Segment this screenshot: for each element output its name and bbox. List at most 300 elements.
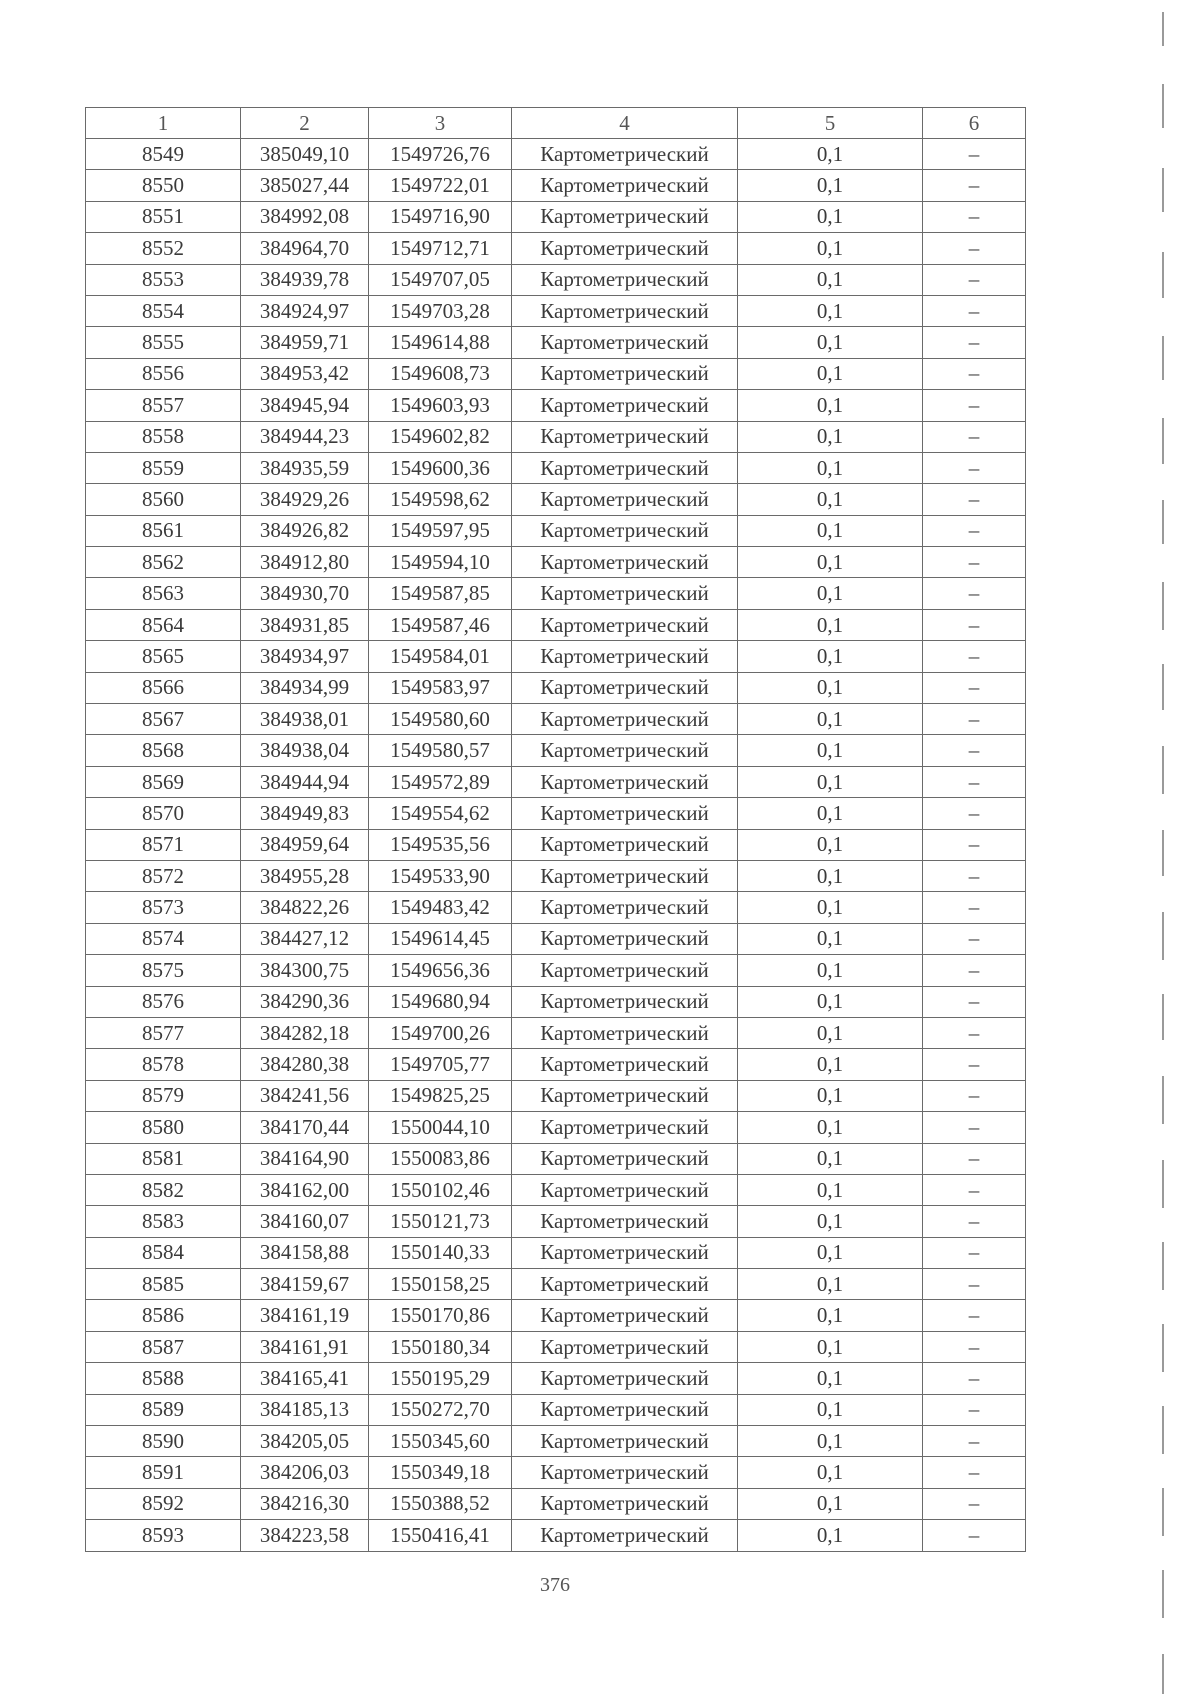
table-row <box>86 735 1026 766</box>
y-coordinate-cell: 1549608,73 <box>369 358 512 389</box>
method-cell: Картометрический <box>512 735 738 766</box>
note-cell: – <box>923 1143 1026 1174</box>
accuracy-cell: 0,1 <box>738 735 923 766</box>
x-coordinate-cell: 384165,41 <box>241 1363 369 1394</box>
column-header-6: 6 <box>923 108 1026 139</box>
note-cell: – <box>923 1269 1026 1300</box>
accuracy-cell: 0,1 <box>738 1300 923 1331</box>
method-cell: Картометрический <box>512 641 738 672</box>
y-coordinate-cell: 1549554,62 <box>369 798 512 829</box>
x-coordinate-cell: 384955,28 <box>241 860 369 891</box>
accuracy-cell: 0,1 <box>738 829 923 860</box>
x-coordinate-cell: 384159,67 <box>241 1269 369 1300</box>
method-cell: Картометрический <box>512 923 738 954</box>
point-number-cell: 8581 <box>86 1143 241 1174</box>
note-cell: – <box>923 1080 1026 1111</box>
accuracy-cell: 0,1 <box>738 578 923 609</box>
column-header-4: 4 <box>512 108 738 139</box>
note-cell: – <box>923 860 1026 891</box>
note-cell: – <box>923 358 1026 389</box>
page-number: 376 <box>540 1574 570 1596</box>
table-row <box>86 923 1026 954</box>
y-coordinate-cell: 1550083,86 <box>369 1143 512 1174</box>
table-row <box>86 1206 1026 1237</box>
method-cell: Картометрический <box>512 766 738 797</box>
method-cell: Картометрический <box>512 139 738 170</box>
point-number-cell: 8552 <box>86 233 241 264</box>
y-coordinate-cell: 1549535,56 <box>369 829 512 860</box>
x-coordinate-cell: 384206,03 <box>241 1457 369 1488</box>
y-coordinate-cell: 1550170,86 <box>369 1300 512 1331</box>
x-coordinate-cell: 384280,38 <box>241 1049 369 1080</box>
table-row <box>86 798 1026 829</box>
y-coordinate-cell: 1549825,25 <box>369 1080 512 1111</box>
x-coordinate-cell: 384944,94 <box>241 766 369 797</box>
x-coordinate-cell: 385049,10 <box>241 139 369 170</box>
coordinates-table <box>85 107 1026 1552</box>
y-coordinate-cell: 1550195,29 <box>369 1363 512 1394</box>
method-cell: Картометрический <box>512 1520 738 1551</box>
point-number-cell: 8556 <box>86 358 241 389</box>
point-number-cell: 8559 <box>86 452 241 483</box>
method-cell: Картометрический <box>512 421 738 452</box>
accuracy-cell: 0,1 <box>738 295 923 326</box>
table-row <box>86 452 1026 483</box>
table-row <box>86 860 1026 891</box>
table-row <box>86 1394 1026 1425</box>
table-row <box>86 1363 1026 1394</box>
point-number-cell: 8578 <box>86 1049 241 1080</box>
table-row <box>86 358 1026 389</box>
y-coordinate-cell: 1549726,76 <box>369 139 512 170</box>
note-cell: – <box>923 1394 1026 1425</box>
note-cell: – <box>923 735 1026 766</box>
point-number-cell: 8570 <box>86 798 241 829</box>
note-cell: – <box>923 1112 1026 1143</box>
note-cell: – <box>923 139 1026 170</box>
point-number-cell: 8576 <box>86 986 241 1017</box>
accuracy-cell: 0,1 <box>738 860 923 891</box>
table-row <box>86 672 1026 703</box>
table-row <box>86 766 1026 797</box>
note-cell: – <box>923 1174 1026 1205</box>
table-row <box>86 1237 1026 1268</box>
accuracy-cell: 0,1 <box>738 452 923 483</box>
accuracy-cell: 0,1 <box>738 798 923 829</box>
x-coordinate-cell: 384300,75 <box>241 955 369 986</box>
table-row <box>86 327 1026 358</box>
y-coordinate-cell: 1549703,28 <box>369 295 512 326</box>
y-coordinate-cell: 1549598,62 <box>369 484 512 515</box>
note-cell: – <box>923 1017 1026 1048</box>
accuracy-cell: 0,1 <box>738 201 923 232</box>
x-coordinate-cell: 384912,80 <box>241 547 369 578</box>
point-number-cell: 8562 <box>86 547 241 578</box>
method-cell: Картометрический <box>512 264 738 295</box>
table-row <box>86 515 1026 546</box>
y-coordinate-cell: 1549716,90 <box>369 201 512 232</box>
point-number-cell: 8572 <box>86 860 241 891</box>
x-coordinate-cell: 384241,56 <box>241 1080 369 1111</box>
method-cell: Картометрический <box>512 1174 738 1205</box>
method-cell: Картометрический <box>512 358 738 389</box>
method-cell: Картометрический <box>512 672 738 703</box>
accuracy-cell: 0,1 <box>738 515 923 546</box>
point-number-cell: 8582 <box>86 1174 241 1205</box>
y-coordinate-cell: 1549614,45 <box>369 923 512 954</box>
table-row <box>86 201 1026 232</box>
point-number-cell: 8553 <box>86 264 241 295</box>
method-cell: Картометрический <box>512 1488 738 1519</box>
column-header-2: 2 <box>241 108 369 139</box>
y-coordinate-cell: 1549656,36 <box>369 955 512 986</box>
table-row <box>86 1300 1026 1331</box>
point-number-cell: 8571 <box>86 829 241 860</box>
y-coordinate-cell: 1550140,33 <box>369 1237 512 1268</box>
point-number-cell: 8567 <box>86 704 241 735</box>
y-coordinate-cell: 1549707,05 <box>369 264 512 295</box>
accuracy-cell: 0,1 <box>738 327 923 358</box>
method-cell: Картометрический <box>512 798 738 829</box>
table-row <box>86 421 1026 452</box>
table-row <box>86 1331 1026 1362</box>
x-coordinate-cell: 385027,44 <box>241 170 369 201</box>
point-number-cell: 8561 <box>86 515 241 546</box>
x-coordinate-cell: 384216,30 <box>241 1488 369 1519</box>
point-number-cell: 8557 <box>86 390 241 421</box>
accuracy-cell: 0,1 <box>738 892 923 923</box>
table-row <box>86 1457 1026 1488</box>
x-coordinate-cell: 384953,42 <box>241 358 369 389</box>
accuracy-cell: 0,1 <box>738 1363 923 1394</box>
method-cell: Картометрический <box>512 233 738 264</box>
method-cell: Картометрический <box>512 955 738 986</box>
x-coordinate-cell: 384930,70 <box>241 578 369 609</box>
table-row <box>86 829 1026 860</box>
accuracy-cell: 0,1 <box>738 264 923 295</box>
point-number-cell: 8555 <box>86 327 241 358</box>
point-number-cell: 8577 <box>86 1017 241 1048</box>
y-coordinate-cell: 1549603,93 <box>369 390 512 421</box>
point-number-cell: 8568 <box>86 735 241 766</box>
note-cell: – <box>923 704 1026 735</box>
y-coordinate-cell: 1549584,01 <box>369 641 512 672</box>
y-coordinate-cell: 1550180,34 <box>369 1331 512 1362</box>
point-number-cell: 8564 <box>86 609 241 640</box>
point-number-cell: 8580 <box>86 1112 241 1143</box>
note-cell: – <box>923 1457 1026 1488</box>
method-cell: Картометрический <box>512 578 738 609</box>
method-cell: Картометрический <box>512 609 738 640</box>
x-coordinate-cell: 384992,08 <box>241 201 369 232</box>
table-row <box>86 264 1026 295</box>
note-cell: – <box>923 170 1026 201</box>
x-coordinate-cell: 384290,36 <box>241 986 369 1017</box>
x-coordinate-cell: 384959,64 <box>241 829 369 860</box>
table-row <box>86 1049 1026 1080</box>
y-coordinate-cell: 1550345,60 <box>369 1426 512 1457</box>
point-number-cell: 8586 <box>86 1300 241 1331</box>
accuracy-cell: 0,1 <box>738 672 923 703</box>
note-cell: – <box>923 609 1026 640</box>
point-number-cell: 8569 <box>86 766 241 797</box>
x-coordinate-cell: 384938,04 <box>241 735 369 766</box>
x-coordinate-cell: 384205,05 <box>241 1426 369 1457</box>
accuracy-cell: 0,1 <box>738 641 923 672</box>
x-coordinate-cell: 384964,70 <box>241 233 369 264</box>
x-coordinate-cell: 384822,26 <box>241 892 369 923</box>
x-coordinate-cell: 384924,97 <box>241 295 369 326</box>
note-cell: – <box>923 1300 1026 1331</box>
method-cell: Картометрический <box>512 515 738 546</box>
x-coordinate-cell: 384170,44 <box>241 1112 369 1143</box>
point-number-cell: 8584 <box>86 1237 241 1268</box>
accuracy-cell: 0,1 <box>738 1488 923 1519</box>
point-number-cell: 8591 <box>86 1457 241 1488</box>
x-coordinate-cell: 384934,97 <box>241 641 369 672</box>
header-row <box>86 108 1026 139</box>
note-cell: – <box>923 986 1026 1017</box>
accuracy-cell: 0,1 <box>738 1174 923 1205</box>
point-number-cell: 8554 <box>86 295 241 326</box>
note-cell: – <box>923 264 1026 295</box>
table-row <box>86 139 1026 170</box>
method-cell: Картометрический <box>512 860 738 891</box>
method-cell: Картометрический <box>512 704 738 735</box>
accuracy-cell: 0,1 <box>738 704 923 735</box>
method-cell: Картометрический <box>512 390 738 421</box>
accuracy-cell: 0,1 <box>738 484 923 515</box>
table-row <box>86 233 1026 264</box>
y-coordinate-cell: 1550102,46 <box>369 1174 512 1205</box>
note-cell: – <box>923 923 1026 954</box>
method-cell: Картометрический <box>512 201 738 232</box>
y-coordinate-cell: 1550349,18 <box>369 1457 512 1488</box>
x-coordinate-cell: 384944,23 <box>241 421 369 452</box>
note-cell: – <box>923 1363 1026 1394</box>
scan-edge-marks <box>1162 0 1172 1698</box>
accuracy-cell: 0,1 <box>738 390 923 421</box>
y-coordinate-cell: 1549680,94 <box>369 986 512 1017</box>
note-cell: – <box>923 1488 1026 1519</box>
accuracy-cell: 0,1 <box>738 1049 923 1080</box>
method-cell: Картометрический <box>512 1331 738 1362</box>
method-cell: Картометрический <box>512 1269 738 1300</box>
y-coordinate-cell: 1550388,52 <box>369 1488 512 1519</box>
note-cell: – <box>923 515 1026 546</box>
accuracy-cell: 0,1 <box>738 1017 923 1048</box>
accuracy-cell: 0,1 <box>738 1080 923 1111</box>
x-coordinate-cell: 384935,59 <box>241 452 369 483</box>
method-cell: Картометрический <box>512 452 738 483</box>
table-row <box>86 1520 1026 1551</box>
x-coordinate-cell: 384959,71 <box>241 327 369 358</box>
note-cell: – <box>923 672 1026 703</box>
accuracy-cell: 0,1 <box>738 170 923 201</box>
method-cell: Картометрический <box>512 327 738 358</box>
table-row <box>86 1269 1026 1300</box>
table-row <box>86 484 1026 515</box>
accuracy-cell: 0,1 <box>738 923 923 954</box>
table-row <box>86 609 1026 640</box>
y-coordinate-cell: 1549533,90 <box>369 860 512 891</box>
table-row <box>86 295 1026 326</box>
method-cell: Картометрический <box>512 892 738 923</box>
note-cell: – <box>923 233 1026 264</box>
y-coordinate-cell: 1549597,95 <box>369 515 512 546</box>
method-cell: Картометрический <box>512 547 738 578</box>
y-coordinate-cell: 1550158,25 <box>369 1269 512 1300</box>
y-coordinate-cell: 1550272,70 <box>369 1394 512 1425</box>
x-coordinate-cell: 384164,90 <box>241 1143 369 1174</box>
table-row <box>86 1174 1026 1205</box>
accuracy-cell: 0,1 <box>738 421 923 452</box>
point-number-cell: 8593 <box>86 1520 241 1551</box>
method-cell: Картометрический <box>512 484 738 515</box>
y-coordinate-cell: 1550416,41 <box>369 1520 512 1551</box>
method-cell: Картометрический <box>512 1394 738 1425</box>
y-coordinate-cell: 1549572,89 <box>369 766 512 797</box>
method-cell: Картометрический <box>512 1112 738 1143</box>
x-coordinate-cell: 384158,88 <box>241 1237 369 1268</box>
y-coordinate-cell: 1549600,36 <box>369 452 512 483</box>
point-number-cell: 8566 <box>86 672 241 703</box>
method-cell: Картометрический <box>512 1143 738 1174</box>
note-cell: – <box>923 1520 1026 1551</box>
x-coordinate-cell: 384427,12 <box>241 923 369 954</box>
x-coordinate-cell: 384938,01 <box>241 704 369 735</box>
accuracy-cell: 0,1 <box>738 1112 923 1143</box>
table-row <box>86 986 1026 1017</box>
accuracy-cell: 0,1 <box>738 1457 923 1488</box>
note-cell: – <box>923 1331 1026 1362</box>
y-coordinate-cell: 1549587,46 <box>369 609 512 640</box>
point-number-cell: 8565 <box>86 641 241 672</box>
point-number-cell: 8590 <box>86 1426 241 1457</box>
method-cell: Картометрический <box>512 1363 738 1394</box>
point-number-cell: 8592 <box>86 1488 241 1519</box>
point-number-cell: 8579 <box>86 1080 241 1111</box>
table-row <box>86 1426 1026 1457</box>
method-cell: Картометрический <box>512 1300 738 1331</box>
accuracy-cell: 0,1 <box>738 1426 923 1457</box>
y-coordinate-cell: 1549580,57 <box>369 735 512 766</box>
point-number-cell: 8558 <box>86 421 241 452</box>
column-header-1: 1 <box>86 108 241 139</box>
method-cell: Картометрический <box>512 1426 738 1457</box>
accuracy-cell: 0,1 <box>738 1520 923 1551</box>
x-coordinate-cell: 384282,18 <box>241 1017 369 1048</box>
method-cell: Картометрический <box>512 1017 738 1048</box>
point-number-cell: 8583 <box>86 1206 241 1237</box>
note-cell: – <box>923 641 1026 672</box>
accuracy-cell: 0,1 <box>738 1269 923 1300</box>
note-cell: – <box>923 390 1026 421</box>
point-number-cell: 8574 <box>86 923 241 954</box>
accuracy-cell: 0,1 <box>738 233 923 264</box>
accuracy-cell: 0,1 <box>738 1237 923 1268</box>
y-coordinate-cell: 1549712,71 <box>369 233 512 264</box>
x-coordinate-cell: 384945,94 <box>241 390 369 421</box>
method-cell: Картометрический <box>512 1206 738 1237</box>
x-coordinate-cell: 384223,58 <box>241 1520 369 1551</box>
method-cell: Картометрический <box>512 829 738 860</box>
accuracy-cell: 0,1 <box>738 955 923 986</box>
table-row <box>86 641 1026 672</box>
table-row <box>86 955 1026 986</box>
accuracy-cell: 0,1 <box>738 986 923 1017</box>
y-coordinate-cell: 1549587,85 <box>369 578 512 609</box>
table-row <box>86 1488 1026 1519</box>
note-cell: – <box>923 484 1026 515</box>
method-cell: Картометрический <box>512 295 738 326</box>
note-cell: – <box>923 1237 1026 1268</box>
point-number-cell: 8587 <box>86 1331 241 1362</box>
note-cell: – <box>923 1426 1026 1457</box>
y-coordinate-cell: 1549700,26 <box>369 1017 512 1048</box>
table-row <box>86 1017 1026 1048</box>
note-cell: – <box>923 1049 1026 1080</box>
y-coordinate-cell: 1549483,42 <box>369 892 512 923</box>
y-coordinate-cell: 1549705,77 <box>369 1049 512 1080</box>
x-coordinate-cell: 384949,83 <box>241 798 369 829</box>
point-number-cell: 8575 <box>86 955 241 986</box>
note-cell: – <box>923 829 1026 860</box>
point-number-cell: 8589 <box>86 1394 241 1425</box>
x-coordinate-cell: 384161,19 <box>241 1300 369 1331</box>
accuracy-cell: 0,1 <box>738 1143 923 1174</box>
table-row <box>86 170 1026 201</box>
method-cell: Картометрический <box>512 1049 738 1080</box>
x-coordinate-cell: 384931,85 <box>241 609 369 640</box>
y-coordinate-cell: 1549602,82 <box>369 421 512 452</box>
table-row <box>86 578 1026 609</box>
point-number-cell: 8563 <box>86 578 241 609</box>
y-coordinate-cell: 1549594,10 <box>369 547 512 578</box>
point-number-cell: 8560 <box>86 484 241 515</box>
x-coordinate-cell: 384934,99 <box>241 672 369 703</box>
table-row <box>86 1080 1026 1111</box>
accuracy-cell: 0,1 <box>738 1331 923 1362</box>
table-row <box>86 704 1026 735</box>
note-cell: – <box>923 295 1026 326</box>
y-coordinate-cell: 1549580,60 <box>369 704 512 735</box>
note-cell: – <box>923 1206 1026 1237</box>
note-cell: – <box>923 955 1026 986</box>
note-cell: – <box>923 452 1026 483</box>
table-body <box>86 139 1026 1552</box>
accuracy-cell: 0,1 <box>738 358 923 389</box>
accuracy-cell: 0,1 <box>738 547 923 578</box>
method-cell: Картометрический <box>512 170 738 201</box>
point-number-cell: 8585 <box>86 1269 241 1300</box>
y-coordinate-cell: 1550044,10 <box>369 1112 512 1143</box>
column-header-3: 3 <box>369 108 512 139</box>
accuracy-cell: 0,1 <box>738 139 923 170</box>
note-cell: – <box>923 578 1026 609</box>
x-coordinate-cell: 384939,78 <box>241 264 369 295</box>
x-coordinate-cell: 384161,91 <box>241 1331 369 1362</box>
method-cell: Картометрический <box>512 1237 738 1268</box>
table-row <box>86 1143 1026 1174</box>
table-row <box>86 547 1026 578</box>
note-cell: – <box>923 547 1026 578</box>
note-cell: – <box>923 327 1026 358</box>
note-cell: – <box>923 798 1026 829</box>
column-header-5: 5 <box>738 108 923 139</box>
note-cell: – <box>923 201 1026 232</box>
point-number-cell: 8549 <box>86 139 241 170</box>
